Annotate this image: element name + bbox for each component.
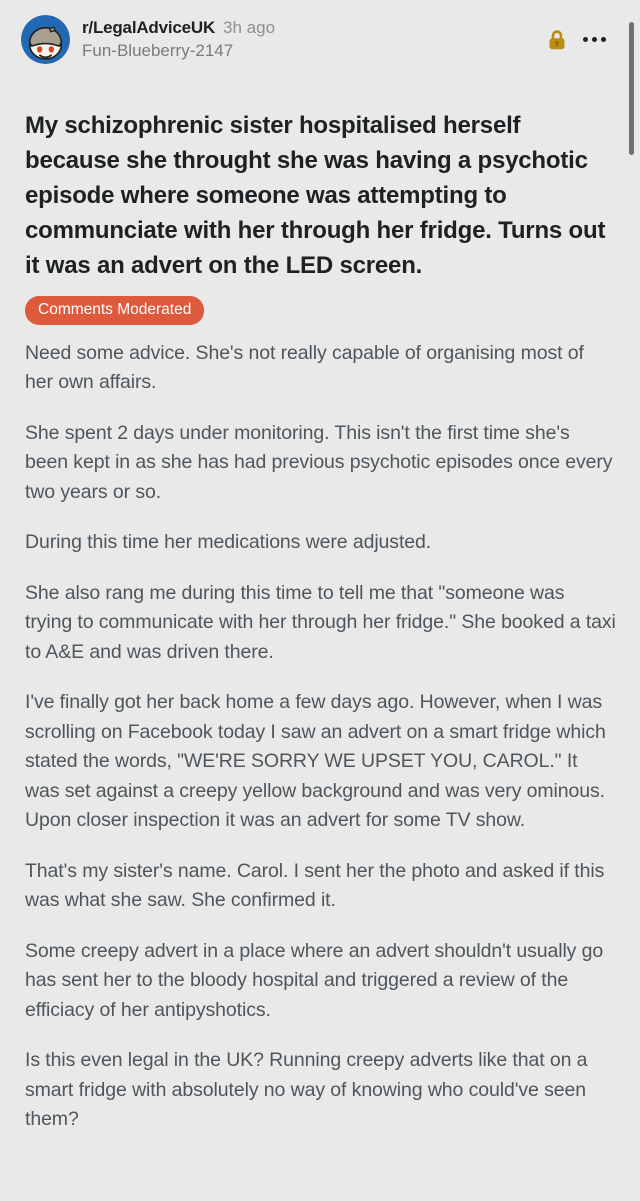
post-timestamp: 3h ago [223,18,276,37]
overflow-menu-button[interactable] [583,33,606,46]
post-title: My schizophrenic sister hospitalised herself because she throught she was having a psychotic episode where someone was attempting to communciate with her through her fridge. Turns out it was an advert on the LED screen. [25,112,606,279]
post-paragraph: During this time her medications were adjusted. [25,531,432,553]
post-paragraph: I've finally got her back home a few days ago. However, when I was scrolling on Facebook today I saw an advert on a smart fridge which stated the words, "WE'RE SORRY WE UPSET YOU, CAROL." It was set against a creepy yellow background and was very ominous. Upon closer inspection it was an advert for some TV show. [25,691,606,831]
flair-badge[interactable]: Comments Moderated [25,296,204,325]
post-header [0,0,640,64]
lock-icon [548,29,566,50]
post-paragraph: Need some advice. She's not really capable of organising most of her own affairs. [25,341,584,393]
subreddit-link[interactable]: r/LegalAdviceUK [82,18,216,37]
flair-row [25,296,616,325]
post-paragraph: She also rang me during this time to tell me that "someone was trying to communicate with her through her fridge." She booked a taxi to A&E and was driven there. [25,581,616,663]
subreddit-avatar[interactable] [21,15,70,64]
post-body [25,339,616,1135]
post-header-actions [548,15,606,50]
post-paragraph: She spent 2 days under monitoring. This isn't the first time she's been kept in as she has had previous psychotic episodes once every two years or so. [25,421,613,503]
author-username[interactable]: Fun-Blueberry-2147 [82,41,234,60]
scrollbar-thumb[interactable] [629,22,634,155]
reddit-snoo-icon [21,15,70,64]
overflow-menu-icon [583,37,606,42]
post-header-text [82,15,548,61]
post-paragraph: Is this even legal in the UK? Running creepy adverts like that on a smart fridge with absolutely no way of knowing who could've seen them? [25,1049,588,1130]
post-paragraph: That's my sister's name. Carol. I sent her the photo and asked if this was what she saw. She confirmed it. [25,859,605,911]
post-paragraph: Some creepy advert in a place where an advert shouldn't usually go has sent her to the bloody hospital and triggered a review of the efficiacy of her antipyshotics. [25,939,604,1021]
